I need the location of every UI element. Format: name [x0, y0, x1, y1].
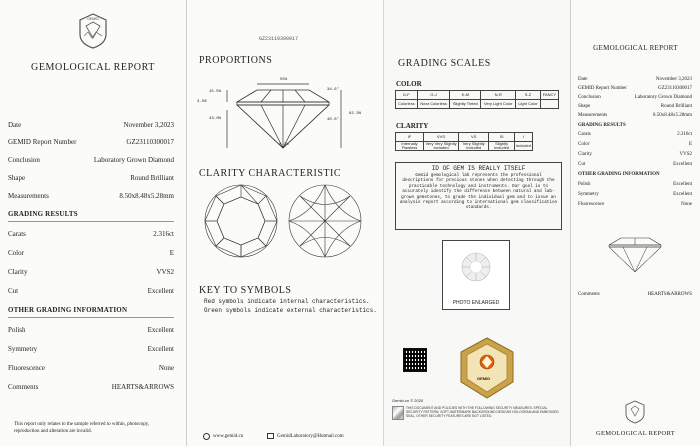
- color-grade: N-R: [481, 91, 516, 100]
- color-grade: G-J: [417, 91, 450, 100]
- id-statement-text: Gemid gemological lab represents the professional descriptions for precious stones when detecting through the practicable technology and instruments. Our goal is to accurately identify the difference between natural and lab-grown gemstones, to grade the individual gem and to issue an analysis report according to international gem classification standards.: [399, 173, 558, 211]
- mini-report-title: GEMOLOGICAL REPORT: [593, 44, 678, 52]
- row-shape: Shape Round Brilliant: [8, 174, 174, 182]
- photo-enlarged-frame: [442, 240, 510, 310]
- crown-height: 15.5%: [209, 90, 222, 94]
- globe-icon: [203, 433, 210, 440]
- website-link[interactable]: www.gemid.cn: [203, 433, 243, 440]
- girdle-percent: 3.5%: [197, 100, 207, 104]
- clarity-desc: Included: [514, 142, 532, 151]
- row-fluorescence: Fluorescence None: [8, 364, 174, 372]
- mail-icon: [267, 433, 274, 439]
- other-grading-heading: OTHER GRADING INFORMATION: [8, 306, 128, 314]
- report-title: GEMOLOGICAL REPORT: [31, 62, 155, 73]
- row-cut: Cut Excellent: [8, 287, 174, 295]
- mini-other-heading: OTHER GRADING INFORMATION: [578, 172, 660, 177]
- row-comments: Comments HEARTS&ARROWS: [8, 383, 174, 391]
- mini-row-report-number: GEMID Report Number GZ23110300017: [578, 86, 692, 91]
- clarity-grade: I: [514, 133, 532, 142]
- mini-gemid-logo: [624, 400, 646, 424]
- table-percent: 55%: [280, 78, 288, 82]
- row-carats: Carats 2.316ct: [8, 230, 174, 238]
- mini-row-cut: Cut Excellent: [578, 162, 692, 167]
- mini-grading-heading: GRADING RESULTS: [578, 123, 626, 128]
- color-desc: Light Color: [516, 100, 541, 109]
- grading-scales-panel: [384, 0, 571, 446]
- mini-report-panel: [571, 0, 700, 446]
- clarity-grade: SI: [489, 133, 514, 142]
- security-features-text: THIS DOCUMENT AND POLICIES WITH THE FOLLOWING SECURITY MEASURES: SPECIAL SECURITY PATTERN, SOFT-WATERMARK BACKGROUND DESIGNS HOLOGRAM AND EMBOSSED SEAL, OTHER SECURITY FEATURES ARE NOT LISTED.: [406, 406, 559, 419]
- color-scale-table: [395, 90, 559, 109]
- row-date: Date November 3,2023: [8, 121, 174, 129]
- pavilion-plot-diagram: [287, 183, 363, 259]
- clarity-scale-label: CLARITY: [396, 122, 429, 130]
- color-desc: [540, 100, 558, 109]
- crown-plot-diagram: [203, 183, 279, 259]
- row-report-number: GEMID Report Number GZ23110300017: [8, 138, 174, 146]
- color-desc: Colorless: [396, 100, 418, 109]
- row-conclusion: Conclusion Laboratory Grown Diamond: [8, 156, 174, 164]
- color-grade: FANCY: [540, 91, 558, 100]
- svg-text:GEMID: GEMID: [87, 17, 99, 21]
- pavilion-depth: 43.0%: [209, 117, 222, 121]
- color-scale-label: COLOR: [396, 80, 422, 88]
- copyright-text: Gemid.cn © 2020: [392, 398, 424, 403]
- id-statement-title: ID OF GEM IS REALLY ITSELF: [431, 165, 526, 172]
- total-depth: 62.3%: [349, 112, 362, 116]
- proportions-title: PROPORTIONS: [199, 55, 273, 66]
- mini-row-comments: Comments HEARTS&ARROWS: [578, 292, 692, 297]
- clarity-grade: VVS: [424, 133, 459, 142]
- report-number-top: GZ23110300017: [259, 36, 299, 42]
- crown-angle: 34.6°: [327, 88, 340, 92]
- mini-row-conclusion: Conclusion Laboratory Grown Diamond: [578, 95, 692, 100]
- email-link[interactable]: GemidLaboratory@Hotmail.com: [267, 433, 344, 439]
- row-clarity: Clarity VVS2: [8, 268, 174, 276]
- seal-text: GEMID: [477, 376, 491, 381]
- photo-enlarged-label: PHOTO ENLARGED: [452, 300, 500, 306]
- clarity-grade: VS: [459, 133, 489, 142]
- divider: [8, 317, 174, 318]
- clarity-desc: Very Slightly Included: [459, 142, 489, 151]
- clarity-grade: IF: [396, 133, 424, 142]
- mini-bottom-title: GEMOLOGICAL REPORT: [596, 430, 675, 437]
- key-to-symbols-title: KEY TO SYMBOLS: [199, 285, 292, 296]
- clarity-desc: Very Very Slightly Included: [425, 141, 457, 150]
- clarity-characteristic-title: CLARITY CHARACTERISTIC: [199, 168, 342, 179]
- row-measurements: Measurements 8.50x8.48x5.28mm: [8, 192, 174, 200]
- color-grade: S-Z: [516, 91, 541, 100]
- mini-row-symmetry: Symmetry Excellent: [578, 192, 692, 197]
- culet-percent: 0.3%: [279, 143, 289, 147]
- divider: [8, 221, 174, 222]
- color-grade: D-F: [396, 91, 418, 100]
- key-red-line: Red symbols indicate internal characteristics.: [204, 298, 370, 305]
- hologram-sticker: [392, 406, 404, 420]
- row-polish: Polish Excellent: [8, 326, 174, 334]
- id-statement-box: [395, 162, 562, 230]
- mini-row-carats: Carats 2.316ct: [578, 132, 692, 137]
- mini-row-color: Color E: [578, 142, 692, 147]
- mini-row-polish: Polish Excellent: [578, 182, 692, 187]
- mini-row-shape: Shape Round Brilliant: [578, 104, 692, 109]
- grading-scales-title: GRADING SCALES: [398, 58, 491, 69]
- color-desc: Near Colorless: [417, 100, 450, 109]
- key-green-line: Green symbols indicate external characteristics.: [204, 307, 377, 314]
- mini-row-measurements: Measurements 8.50x8.48x5.28mm: [578, 113, 692, 118]
- clarity-desc: Slightly Included: [489, 142, 514, 151]
- clarity-scale-table: [395, 132, 533, 151]
- report-summary-panel: [0, 0, 187, 446]
- color-grade: K-M: [450, 91, 481, 100]
- diamond-photo: [460, 251, 492, 283]
- grading-results-heading: GRADING RESULTS: [8, 210, 78, 218]
- color-desc: Slightly Tinted: [450, 100, 481, 109]
- row-color: Color E: [8, 249, 174, 257]
- pavilion-angle: 40.8°: [327, 118, 340, 122]
- proportions-panel: [187, 0, 384, 446]
- clarity-desc: Internally Flawless: [396, 142, 424, 151]
- disclaimer-text: This report only relates to the sample referred to within, photocopy, reproduction and alteration are invalid.: [14, 422, 150, 434]
- gemid-crest-logo: [76, 12, 110, 50]
- mini-diamond-profile: [585, 228, 685, 280]
- qr-code[interactable]: [403, 348, 427, 372]
- mini-row-date: Date November 3,2023: [578, 77, 692, 82]
- mini-row-fluorescence: Fluorescence None: [578, 202, 692, 207]
- row-symmetry: Symmetry Excellent: [8, 345, 174, 353]
- gemid-gold-seal: [459, 336, 515, 400]
- color-desc: Very Light Color: [481, 100, 516, 109]
- mini-row-clarity: Clarity VVS2: [578, 152, 692, 157]
